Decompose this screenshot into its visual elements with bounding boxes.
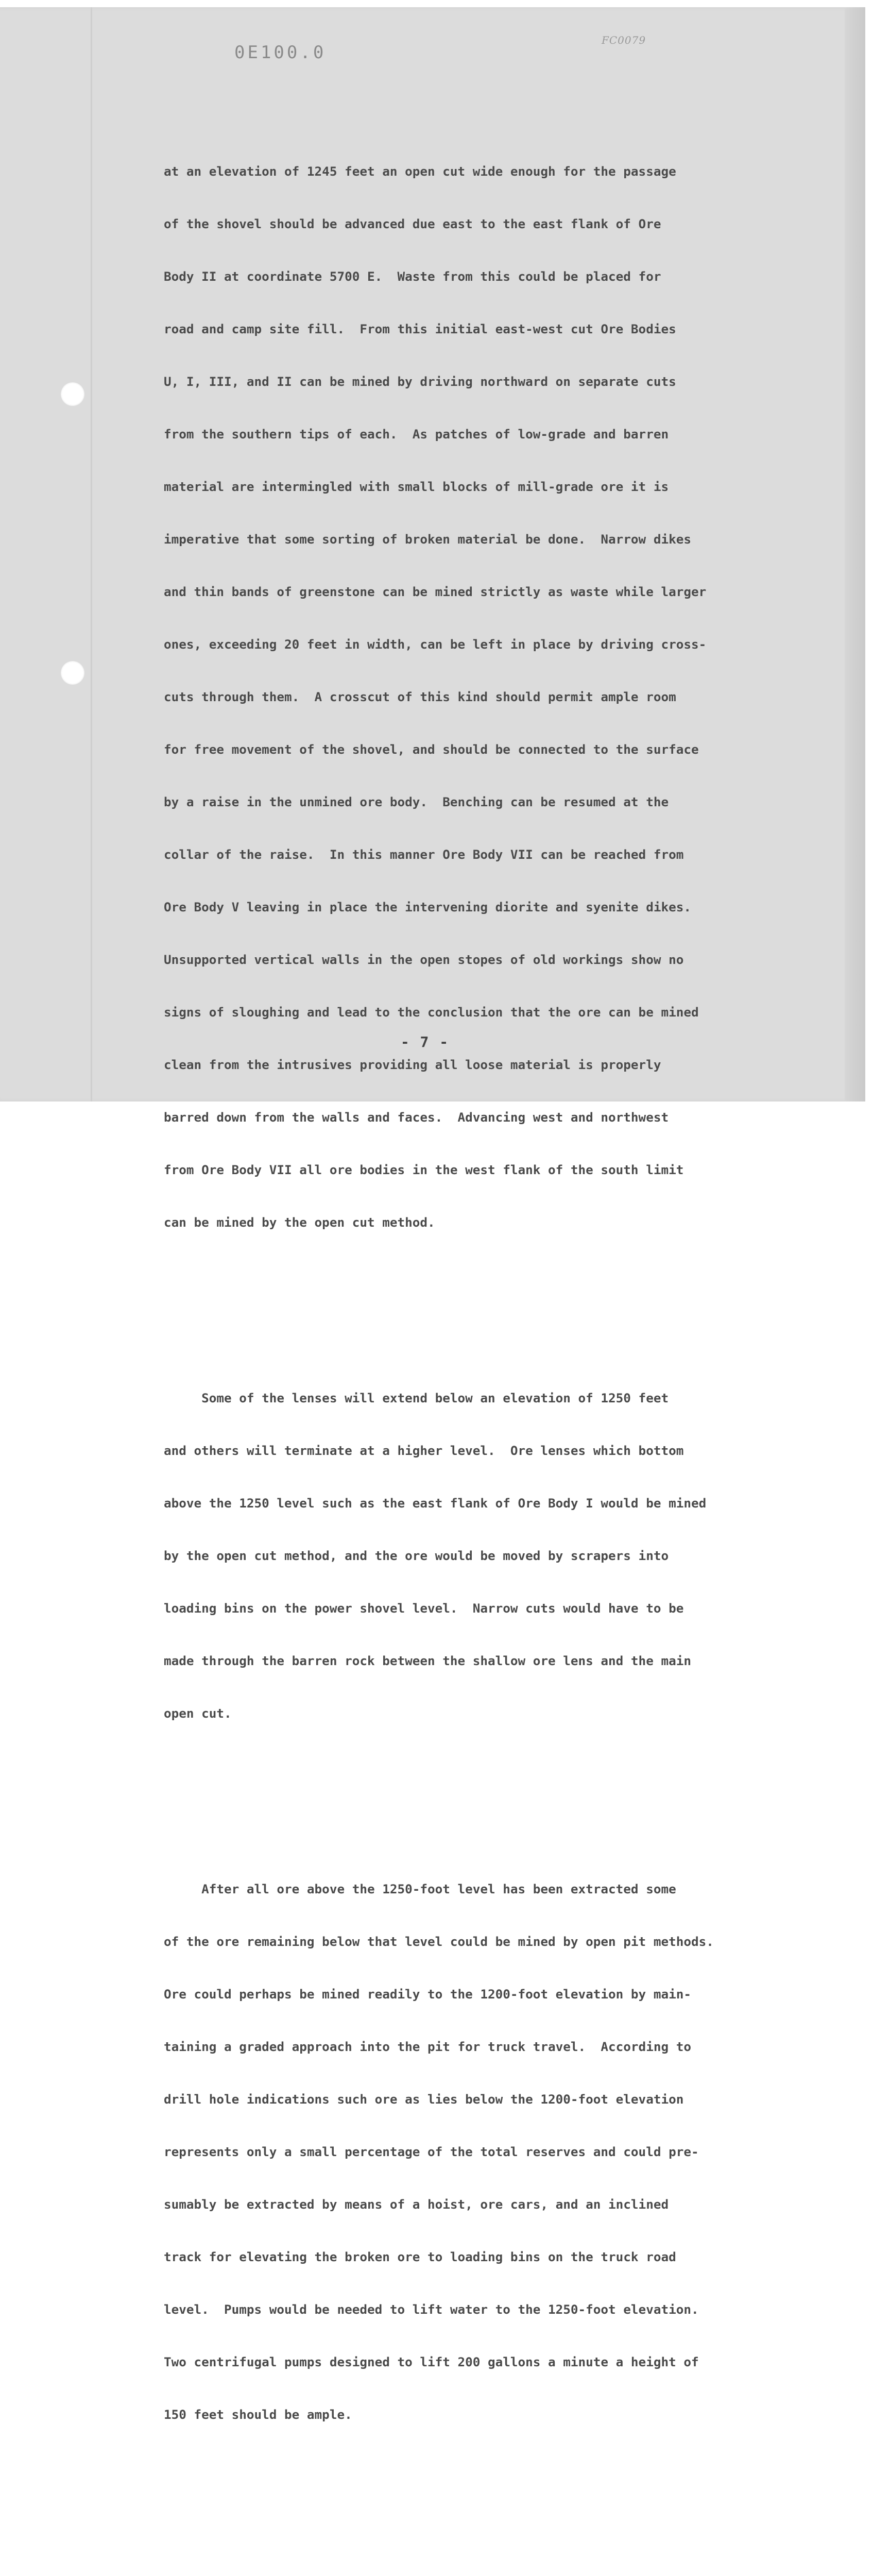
text-line: signs of sloughing and lead to the conclusion that the ore can be mined xyxy=(164,1005,699,1020)
text-line: sumably be extracted by means of a hoist, ore cars, and an inclined xyxy=(164,2197,669,2212)
text-line: and thin bands of greenstone can be mined strictly as waste while larger xyxy=(164,584,707,599)
text-line: barred down from the walls and faces. Advancing west and northwest xyxy=(164,1110,669,1125)
paper-edge xyxy=(845,7,865,1101)
text-line: After all ore above the 1250-foot level has been extracted some xyxy=(164,1882,676,1896)
text-line: Unsupported vertical walls in the open stopes of old workings show no xyxy=(164,952,684,967)
text-line: Body II at coordinate 5700 E. Waste from this could be placed for xyxy=(164,269,661,284)
body-text xyxy=(164,93,802,2576)
paragraph-gap xyxy=(164,1792,802,1810)
text-line: made through the barren rock between the shallow ore lens and the main xyxy=(164,1653,691,1668)
text-line: for free movement of the shovel, and should be connected to the surface xyxy=(164,742,699,757)
text-line: of the ore remaining below that level could be mined by open pit methods. xyxy=(164,1934,714,1949)
text-line: Two centrifugal pumps designed to lift 200 gallons a minute a height of xyxy=(164,2354,699,2369)
punch-hole xyxy=(61,661,84,685)
punch-hole xyxy=(61,382,84,406)
text-line: road and camp site fill. From this initial east-west cut Ore Bodies xyxy=(164,321,676,336)
text-line: drill hole indications such ore as lies below the 1200-foot elevation xyxy=(164,2092,684,2107)
text-line: from the southern tips of each. As patches of low-grade and barren xyxy=(164,427,669,442)
text-line: Ore Body V leaving in place the intervening diorite and syenite dikes. xyxy=(164,900,691,914)
paragraph-2 xyxy=(164,1354,802,1757)
text-line: 150 feet should be ample. xyxy=(164,2407,352,2422)
text-line: level. Pumps would be needed to lift water to the 1250-foot elevation. xyxy=(164,2302,699,2317)
paragraph-4 xyxy=(164,2547,802,2576)
text-line: represents only a small percentage of the total reserves and could pre- xyxy=(164,2144,699,2159)
text-line: loading bins on the power shovel level. Narrow cuts would have to be xyxy=(164,1601,684,1616)
paragraph-gap xyxy=(164,2494,802,2512)
page-number: - 7 - xyxy=(400,1033,450,1050)
fold-line xyxy=(91,7,92,1101)
text-line: Ore could perhaps be mined readily to the 1200-foot elevation by main- xyxy=(164,1987,691,2002)
paragraph-gap xyxy=(164,1301,802,1319)
text-line: taining a graded approach into the pit for truck travel. According to xyxy=(164,2039,691,2054)
paragraph-3 xyxy=(164,1845,802,2459)
text-line: ones, exceeding 20 feet in width, can be left in place by driving cross- xyxy=(164,637,707,652)
text-line: from Ore Body VII all ore bodies in the west flank of the south limit xyxy=(164,1162,684,1177)
text-line: at an elevation of 1245 feet an open cut wide enough for the passage xyxy=(164,164,676,179)
text-line: track for elevating the broken ore to loading bins on the truck road xyxy=(164,2249,676,2264)
text-line: collar of the raise. In this manner Ore Body VII can be reached from xyxy=(164,847,684,862)
text-line: U, I, III, and II can be mined by driving northward on separate cuts xyxy=(164,374,676,389)
text-line: by a raise in the unmined ore body. Benching can be resumed at the xyxy=(164,794,669,809)
text-line: by the open cut method, and the ore would be moved by scrapers into xyxy=(164,1548,669,1563)
document-stamp-id: 0E100.0 xyxy=(234,42,327,63)
text-line: material are intermingled with small blocks of mill-grade ore it is xyxy=(164,479,669,494)
text-line: and others will terminate at a higher level. Ore lenses which bottom xyxy=(164,1443,684,1458)
text-line: imperative that some sorting of broken material be done. Narrow dikes xyxy=(164,532,691,547)
text-line: above the 1250 level such as the east flank of Ore Body I would be mined xyxy=(164,1496,707,1511)
text-line: cuts through them. A crosscut of this kind should permit ample room xyxy=(164,689,676,704)
text-line: Some of the lenses will extend below an elevation of 1250 feet xyxy=(164,1391,669,1405)
text-line: of the shovel should be advanced due east to the east flank of Ore xyxy=(164,216,661,231)
text-line: clean from the intrusives providing all loose material is properly xyxy=(164,1057,661,1072)
paragraph-1 xyxy=(164,128,802,1266)
text-line: open cut. xyxy=(164,1706,232,1721)
text-line: can be mined by the open cut method. xyxy=(164,1215,435,1230)
handwritten-reference: FC0079 xyxy=(602,34,646,46)
